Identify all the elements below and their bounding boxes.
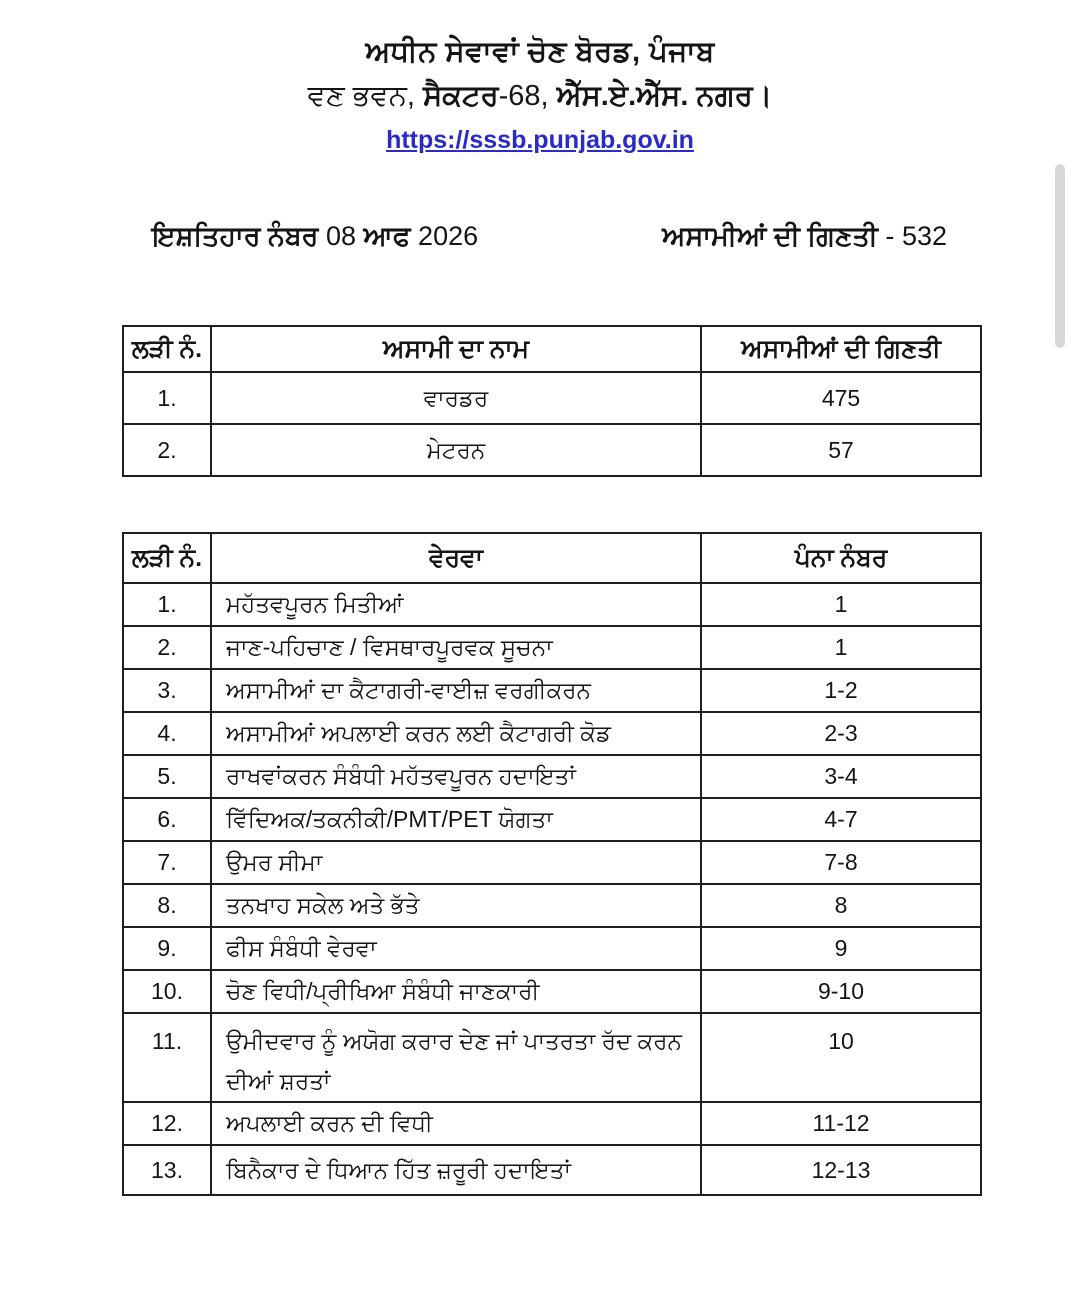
row-detail: ਵਿੱਦਿਅਕ/ਤਕਨੀਕੀ/PMT/PET ਯੋਗਤਾ (211, 798, 701, 841)
row-sn: 2. (123, 626, 211, 669)
table-row (123, 626, 981, 669)
row-sn: 10. (123, 970, 211, 1013)
table-row (123, 884, 981, 927)
table-row (123, 755, 981, 798)
row-sn: 6. (123, 798, 211, 841)
row-detail: ਚੋਣ ਵਿਧੀ/ਪ੍ਰੀਖਿਆ ਸੰਬੰਧੀ ਜਾਣਕਾਰੀ (211, 970, 701, 1013)
table-row (123, 798, 981, 841)
row-sn: 1. (123, 372, 211, 424)
post-name: ਮੇਟਰਨ (211, 424, 701, 476)
website-link-row (0, 126, 1080, 155)
table-row (123, 424, 981, 476)
row-sn: 4. (123, 712, 211, 755)
row-detail: ਉਮੀਦਵਾਰ ਨੂੰ ਅਯੋਗ ਕਰਾਰ ਦੇਣ ਜਾਂ ਪਾਤਰਤਾ ਰੱਦ ਕਰਨ ਦੀਆਂ ਸ਼ਰਤਾਂ (211, 1013, 701, 1102)
row-page: 10 (701, 1013, 981, 1102)
row-page: 9-10 (701, 970, 981, 1013)
org-address (0, 80, 1080, 113)
org-title: ਅਧੀਨ ਸੇਵਾਵਾਂ ਚੋਣ ਬੋਰਡ, ਪੰਜਾਬ (365, 36, 715, 68)
advert-number-label: ਇਸ਼ਤਿਹਾਰ ਨੰਬਰ (152, 221, 319, 251)
index-header-page: ਪੰਨਾ ਨੰਬਰ (701, 533, 981, 583)
row-sn: 5. (123, 755, 211, 798)
table-row (123, 970, 981, 1013)
row-page: 1-2 (701, 669, 981, 712)
row-detail: ਰਾਖਵਾਂਕਰਨ ਸੰਬੰਧੀ ਮਹੱਤਵਪੂਰਨ ਹਦਾਇਤਾਂ (211, 755, 701, 798)
row-page: 7-8 (701, 841, 981, 884)
row-detail: ਬਿਨੈਕਾਰ ਦੇ ਧਿਆਨ ਹਿੱਤ ਜ਼ਰੂਰੀ ਹਦਾਇਤਾਂ (211, 1145, 701, 1195)
posts-table-header-row (123, 326, 981, 372)
address-part: -68, (498, 80, 557, 112)
row-page: 3-4 (701, 755, 981, 798)
advertisement-line (152, 221, 947, 253)
table-row (123, 669, 981, 712)
index-header-detail: ਵੇਰਵਾ (211, 533, 701, 583)
row-detail: ਉਮਰ ਸੀਮਾ (211, 841, 701, 884)
post-name: ਵਾਰਡਰ (211, 372, 701, 424)
advert-number-value: 08 (325, 221, 356, 251)
scrollbar-thumb[interactable] (1055, 164, 1065, 348)
table-row (123, 927, 981, 970)
table-row (123, 712, 981, 755)
posts-count (662, 221, 947, 253)
index-table (122, 532, 982, 1196)
address-part: ਐੱਸ.ਏ.ਐੱਸ. ਨਗਰ। (556, 80, 773, 112)
table-row (123, 1102, 981, 1145)
row-sn: 13. (123, 1145, 211, 1195)
table-row (123, 1145, 981, 1195)
table-row (123, 583, 981, 626)
website-link[interactable]: https://sssb.punjab.gov.in (386, 126, 694, 154)
row-page: 11-12 (701, 1102, 981, 1145)
posts-header-count: ਅਸਾਮੀਆਂ ਦੀ ਗਿਣਤੀ (701, 326, 981, 372)
row-detail: ਫੀਸ ਸੰਬੰਧੀ ਵੇਰਵਾ (211, 927, 701, 970)
row-detail: ਮਹੱਤਵਪੂਰਨ ਮਿਤੀਆਂ (211, 583, 701, 626)
row-detail: ਅਸਾਮੀਆਂ ਦਾ ਕੈਟਾਗਰੀ-ਵਾਈਜ਼ ਵਰਗੀਕਰਨ (211, 669, 701, 712)
row-detail: ਅਸਾਮੀਆਂ ਅਪਲਾਈ ਕਰਨ ਲਈ ਕੈਟਾਗਰੀ ਕੋਡ (211, 712, 701, 755)
posts-count-value: 532 (901, 221, 947, 251)
table-row (123, 1013, 981, 1102)
posts-header-name: ਅਸਾਮੀ ਦਾ ਨਾਮ (211, 326, 701, 372)
row-sn: 9. (123, 927, 211, 970)
table-row (123, 841, 981, 884)
row-page: 12-13 (701, 1145, 981, 1195)
address-part: ਵਣ ਭਵਨ, (307, 80, 423, 112)
post-count: 475 (701, 372, 981, 424)
advert-of-word: ਆਫ (363, 221, 411, 251)
posts-header-sn: ਲੜੀ ਨੰ. (123, 326, 211, 372)
row-page: 9 (701, 927, 981, 970)
index-table-header-row (123, 533, 981, 583)
row-sn: 8. (123, 884, 211, 927)
post-count: 57 (701, 424, 981, 476)
row-detail: ਜਾਣ-ਪਹਿਚਾਣ / ਵਿਸਥਾਰਪੂਰਵਕ ਸੂਚਨਾ (211, 626, 701, 669)
row-sn: 3. (123, 669, 211, 712)
row-page: 1 (701, 626, 981, 669)
table-row (123, 372, 981, 424)
row-detail: ਅਪਲਾਈ ਕਰਨ ਦੀ ਵਿਧੀ (211, 1102, 701, 1145)
address-part: ਸੈਕਟਰ (422, 80, 499, 112)
row-sn: 11. (123, 1013, 211, 1102)
row-page: 8 (701, 884, 981, 927)
advert-year: 2026 (418, 221, 479, 251)
posts-table (122, 325, 982, 477)
row-sn: 7. (123, 841, 211, 884)
row-page: 1 (701, 583, 981, 626)
row-sn: 12. (123, 1102, 211, 1145)
advertisement-number (152, 221, 478, 253)
row-page: 4-7 (701, 798, 981, 841)
row-page: 2-3 (701, 712, 981, 755)
row-detail: ਤਨਖਾਹ ਸਕੇਲ ਅਤੇ ਭੱਤੇ (211, 884, 701, 927)
row-sn: 2. (123, 424, 211, 476)
posts-count-separator: - (885, 221, 895, 251)
document-header (0, 36, 1080, 155)
posts-count-label: ਅਸਾਮੀਆਂ ਦੀ ਗਿਣਤੀ (662, 221, 878, 251)
row-sn: 1. (123, 583, 211, 626)
index-header-sn: ਲੜੀ ਨੰ. (123, 533, 211, 583)
